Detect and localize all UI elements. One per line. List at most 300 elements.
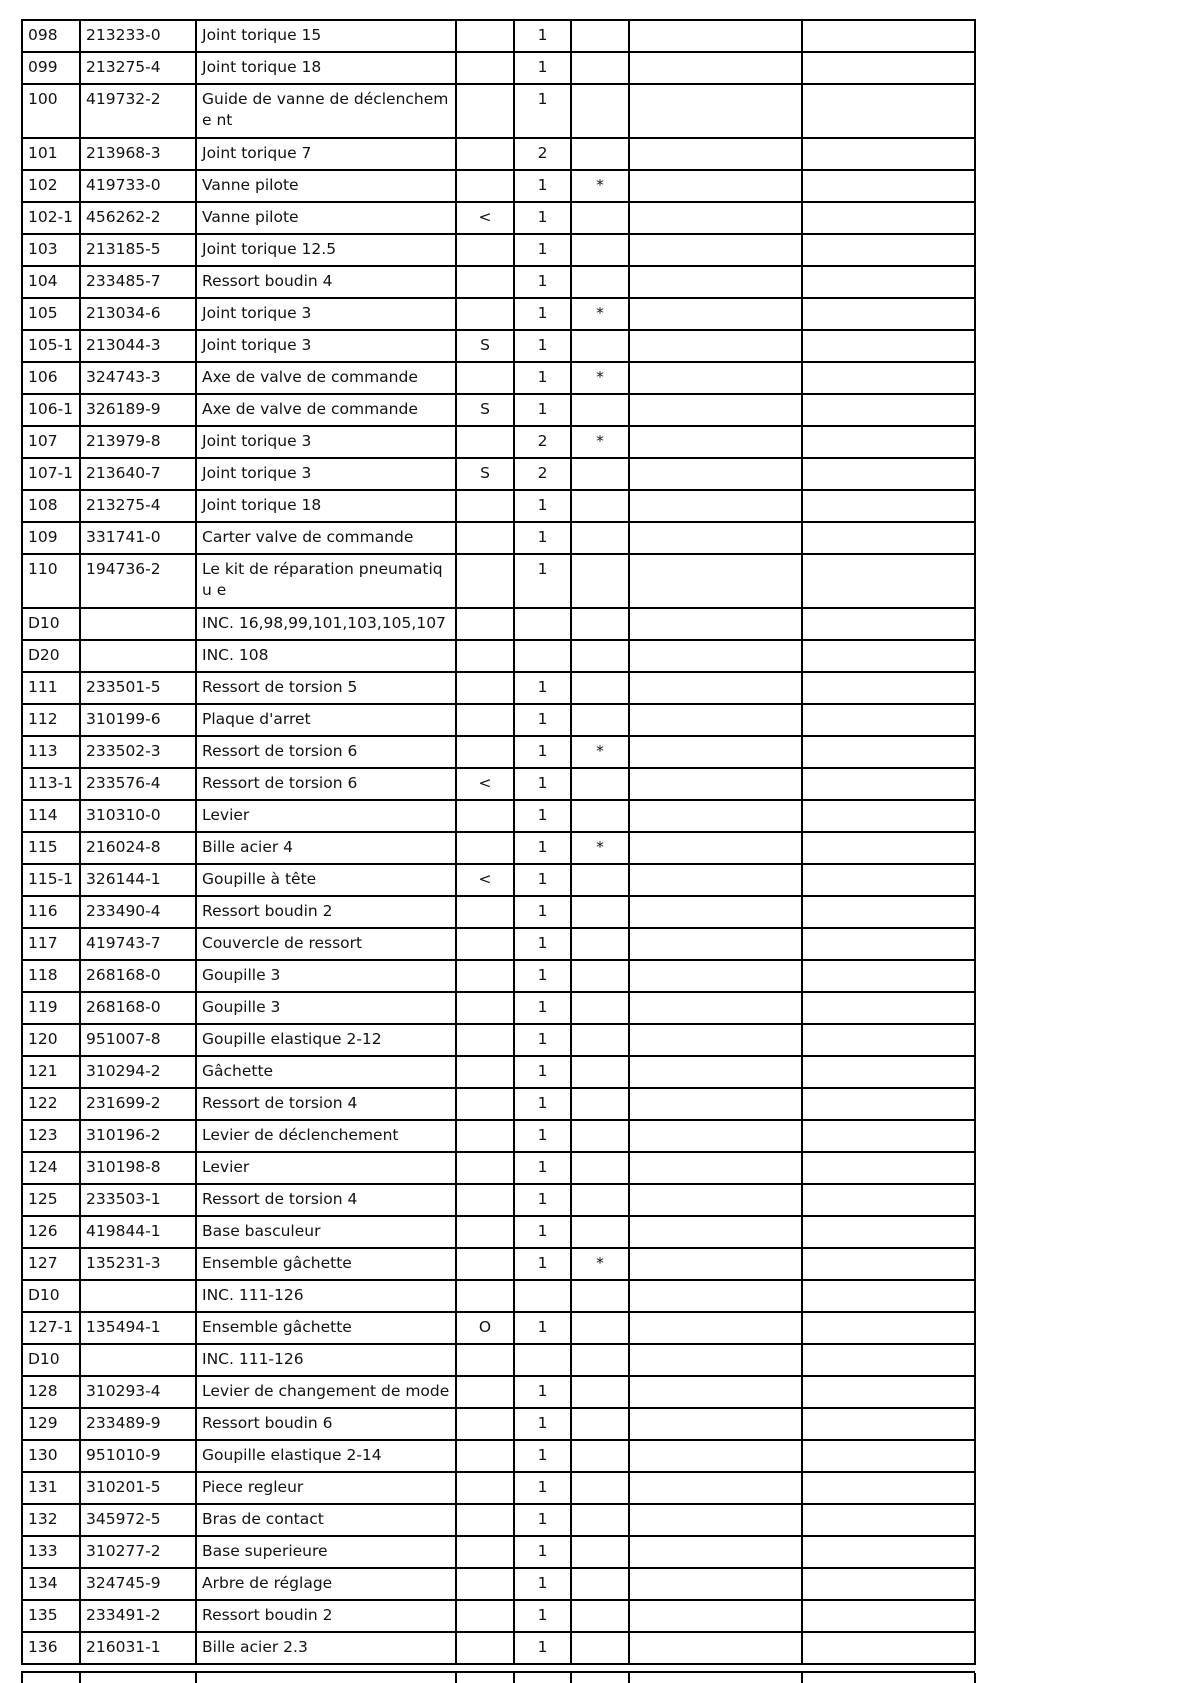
part-number-cell: 216031-1 [80,1632,196,1664]
star-cell: * [571,426,629,458]
mark-cell [456,84,514,138]
part-number-cell: 268168-0 [80,992,196,1024]
description-cell: Ensemble gâchette [196,1248,456,1280]
star-cell [571,266,629,298]
empty-cell [802,1600,975,1632]
quantity-cell [514,1280,571,1312]
mark-cell [456,960,514,992]
mark-cell [456,426,514,458]
item-number-cell: 111 [22,672,80,704]
quantity-cell: 1 [514,1120,571,1152]
star-cell: * [571,1248,629,1280]
mark-cell: < [456,768,514,800]
description-cell: Levier de changement de mode [196,1376,456,1408]
empty-cell [629,960,802,992]
empty-cell [802,20,975,52]
description-cell: Joint torique 12.5 [196,234,456,266]
part-number-cell: 233490-4 [80,896,196,928]
empty-cell [629,362,802,394]
description-cell: INC. 111-126 [196,1344,456,1376]
empty-cell [629,52,802,84]
item-number-cell: 100 [22,84,80,138]
quantity-cell: 1 [514,20,571,52]
table-row [22,1504,975,1536]
table-row [22,704,975,736]
description-cell: Ressort de torsion 4 [196,1184,456,1216]
item-number-cell: 114 [22,800,80,832]
star-cell [571,1344,629,1376]
quantity-cell: 1 [514,490,571,522]
empty-cell [802,490,975,522]
mark-cell [456,736,514,768]
star-cell [571,1152,629,1184]
quantity-cell: 1 [514,704,571,736]
item-number-cell: 131 [22,1472,80,1504]
quantity-cell: 1 [514,1152,571,1184]
mark-cell [456,640,514,672]
empty-cell [802,768,975,800]
table-row [22,640,975,672]
mark-cell: S [456,330,514,362]
empty-cell [802,640,975,672]
part-number-cell: 268168-0 [80,960,196,992]
item-number-cell: 107-1 [22,458,80,490]
empty-cell [802,394,975,426]
mark-cell [456,266,514,298]
description-cell: INC. 16,98,99,101,103,105,107 [196,608,456,640]
part-number-cell: 326189-9 [80,394,196,426]
item-number-cell: 119 [22,992,80,1024]
empty-cell [802,266,975,298]
table-row [22,138,975,170]
description-cell: Goupille elastique 2-12 [196,1024,456,1056]
item-number-cell: 112 [22,704,80,736]
description-cell: Goupille 3 [196,960,456,992]
table-row [22,522,975,554]
star-cell [571,864,629,896]
mark-cell [456,1024,514,1056]
star-cell [571,672,629,704]
item-number-cell: 122 [22,1088,80,1120]
empty-cell [629,1408,802,1440]
quantity-cell: 1 [514,52,571,84]
table-row [22,1280,975,1312]
empty-cell [802,1504,975,1536]
empty-cell [802,1184,975,1216]
item-number-cell: 113 [22,736,80,768]
table-row [22,672,975,704]
description-cell: Piece regleur [196,1472,456,1504]
empty-cell [802,1024,975,1056]
star-cell [571,458,629,490]
empty-cell [802,1248,975,1280]
mark-cell: < [456,202,514,234]
quantity-cell: 2 [514,138,571,170]
mark-cell [456,362,514,394]
empty-cell [802,928,975,960]
table-row [22,1536,975,1568]
mark-cell [456,1632,514,1664]
part-number-cell: 419743-7 [80,928,196,960]
empty-cell [802,1568,975,1600]
quantity-cell: 1 [514,1312,571,1344]
star-cell [571,1536,629,1568]
empty-cell [802,1408,975,1440]
table-row [22,84,975,138]
table-row [22,202,975,234]
quantity-cell: 1 [514,202,571,234]
table-row [22,490,975,522]
part-number-cell: 419732-2 [80,84,196,138]
star-cell [571,800,629,832]
item-number-cell: 136 [22,1632,80,1664]
item-number-cell: 134 [22,1568,80,1600]
quantity-cell: 1 [514,1472,571,1504]
description-cell: Vanne pilote [196,202,456,234]
description-cell: Base superieure [196,1536,456,1568]
description-cell: Joint torique 7 [196,138,456,170]
empty-cell [629,1504,802,1536]
part-number-cell [80,1344,196,1376]
part-number-cell: 213979-8 [80,426,196,458]
empty-cell [802,1280,975,1312]
part-number-cell: 233491-2 [80,1600,196,1632]
mark-cell [456,1056,514,1088]
star-cell [571,1600,629,1632]
parts-table [21,19,976,1665]
table-row [22,768,975,800]
mark-cell [456,1408,514,1440]
quantity-cell: 1 [514,1568,571,1600]
item-number-cell: 133 [22,1536,80,1568]
part-number-cell: 310294-2 [80,1056,196,1088]
description-cell: Arbre de réglage [196,1568,456,1600]
empty-cell [629,704,802,736]
star-cell [571,1280,629,1312]
description-cell: Ressort boudin 6 [196,1408,456,1440]
table-row [22,426,975,458]
table-row [22,1344,975,1376]
mark-cell [456,1152,514,1184]
quantity-cell: 1 [514,522,571,554]
quantity-cell: 1 [514,234,571,266]
item-number-cell: 132 [22,1504,80,1536]
part-number-cell: 233489-9 [80,1408,196,1440]
quantity-cell [514,1344,571,1376]
table-row [22,1184,975,1216]
item-number-cell: 118 [22,960,80,992]
part-number-cell: 310198-8 [80,1152,196,1184]
empty-cell [629,1376,802,1408]
table-row [22,1088,975,1120]
quantity-cell: 1 [514,1184,571,1216]
description-cell: Levier [196,800,456,832]
quantity-cell: 1 [514,800,571,832]
item-number-cell: D10 [22,1344,80,1376]
description-cell: Joint torique 3 [196,458,456,490]
empty-cell [802,202,975,234]
table-row [22,458,975,490]
part-number-cell: 231699-2 [80,1088,196,1120]
star-cell [571,704,629,736]
star-cell [571,640,629,672]
star-cell: * [571,736,629,768]
part-number-cell: 456262-2 [80,202,196,234]
part-number-cell: 310293-4 [80,1376,196,1408]
star-cell [571,490,629,522]
part-number-cell: 419733-0 [80,170,196,202]
part-number-cell: 233485-7 [80,266,196,298]
item-number-cell: 105 [22,298,80,330]
empty-cell [629,1216,802,1248]
empty-cell [629,1088,802,1120]
empty-cell [802,1216,975,1248]
quantity-cell: 1 [514,1248,571,1280]
quantity-cell: 1 [514,1440,571,1472]
description-cell: Goupille à tête [196,864,456,896]
mark-cell [456,234,514,266]
item-number-cell: 113-1 [22,768,80,800]
mark-cell [456,1568,514,1600]
empty-cell [629,736,802,768]
empty-cell [629,1536,802,1568]
star-cell [571,1440,629,1472]
description-cell: Joint torique 18 [196,490,456,522]
mark-cell [456,1376,514,1408]
table-row [22,736,975,768]
description-cell: Joint torique 3 [196,330,456,362]
table-row [22,1408,975,1440]
empty-cell [629,800,802,832]
empty-cell [629,84,802,138]
empty-cell [629,170,802,202]
empty-cell [629,298,802,330]
description-cell: Ressort de torsion 5 [196,672,456,704]
star-cell [571,52,629,84]
item-number-cell: 120 [22,1024,80,1056]
star-cell [571,202,629,234]
empty-cell [802,1088,975,1120]
quantity-cell: 1 [514,928,571,960]
description-cell: Levier de déclenchement [196,1120,456,1152]
quantity-cell: 1 [514,768,571,800]
empty-cell [629,458,802,490]
table-row [22,1216,975,1248]
part-number-cell: 951007-8 [80,1024,196,1056]
mark-cell [456,1216,514,1248]
description-cell: Joint torique 18 [196,52,456,84]
quantity-cell: 1 [514,1504,571,1536]
item-number-cell: 106 [22,362,80,394]
table-row [22,52,975,84]
mark-cell [456,1120,514,1152]
item-number-cell: 124 [22,1152,80,1184]
description-cell: Ressort boudin 2 [196,896,456,928]
empty-cell [629,426,802,458]
empty-cell [629,1632,802,1664]
part-number-cell: 324745-9 [80,1568,196,1600]
part-number-cell: 213275-4 [80,490,196,522]
part-number-cell: 213275-4 [80,52,196,84]
next-row-cutoff [21,1671,975,1683]
item-number-cell: 108 [22,490,80,522]
quantity-cell: 1 [514,672,571,704]
item-number-cell: 102-1 [22,202,80,234]
empty-cell [802,234,975,266]
empty-cell [802,554,975,608]
empty-cell [629,138,802,170]
part-number-cell: 951010-9 [80,1440,196,1472]
part-number-cell: 310199-6 [80,704,196,736]
description-cell: Ressort boudin 2 [196,1600,456,1632]
empty-cell [629,1152,802,1184]
star-cell [571,1120,629,1152]
description-cell: Gâchette [196,1056,456,1088]
empty-cell [802,992,975,1024]
description-cell: Base basculeur [196,1216,456,1248]
quantity-cell: 1 [514,1408,571,1440]
table-row [22,1152,975,1184]
empty-cell [629,928,802,960]
description-cell: Joint torique 3 [196,298,456,330]
item-number-cell: 130 [22,1440,80,1472]
star-cell [571,960,629,992]
quantity-cell: 1 [514,266,571,298]
description-cell: INC. 108 [196,640,456,672]
empty-cell [629,394,802,426]
quantity-cell: 1 [514,1088,571,1120]
empty-cell [802,1056,975,1088]
mark-cell [456,1536,514,1568]
empty-cell [802,672,975,704]
description-cell: Bille acier 4 [196,832,456,864]
item-number-cell: 109 [22,522,80,554]
table-row [22,20,975,52]
table-row [22,1632,975,1664]
empty-cell [629,20,802,52]
empty-cell [802,1376,975,1408]
description-cell: Levier [196,1152,456,1184]
table-row [22,298,975,330]
quantity-cell: 1 [514,1600,571,1632]
description-cell: Plaque d'arret [196,704,456,736]
mark-cell [456,832,514,864]
quantity-cell: 1 [514,736,571,768]
part-number-cell: 194736-2 [80,554,196,608]
empty-cell [802,1312,975,1344]
table-row [22,1056,975,1088]
mark-cell [456,1504,514,1536]
quantity-cell: 1 [514,170,571,202]
quantity-cell [514,640,571,672]
star-cell [571,1504,629,1536]
table-row [22,960,975,992]
star-cell: * [571,832,629,864]
empty-cell [802,170,975,202]
description-cell: Ressort boudin 4 [196,266,456,298]
item-number-cell: 126 [22,1216,80,1248]
quantity-cell: 1 [514,1536,571,1568]
item-number-cell: 121 [22,1056,80,1088]
table-row [22,896,975,928]
part-number-cell [80,608,196,640]
empty-cell [629,864,802,896]
item-number-cell: 116 [22,896,80,928]
empty-cell [802,896,975,928]
part-number-cell: 213044-3 [80,330,196,362]
mark-cell: S [456,394,514,426]
mark-cell [456,138,514,170]
star-cell [571,992,629,1024]
empty-cell [802,362,975,394]
part-number-cell: 213968-3 [80,138,196,170]
empty-cell [629,672,802,704]
part-number-cell: 310201-5 [80,1472,196,1504]
quantity-cell: 1 [514,1376,571,1408]
part-number-cell: 233503-1 [80,1184,196,1216]
table-row [22,992,975,1024]
part-number-cell: 233502-3 [80,736,196,768]
part-number-cell [80,1280,196,1312]
mark-cell: < [456,864,514,896]
quantity-cell: 1 [514,1056,571,1088]
quantity-cell: 2 [514,426,571,458]
part-number-cell: 213640-7 [80,458,196,490]
item-number-cell: D10 [22,608,80,640]
star-cell: * [571,170,629,202]
item-number-cell: 127 [22,1248,80,1280]
description-cell: INC. 111-126 [196,1280,456,1312]
star-cell [571,394,629,426]
empty-cell [802,52,975,84]
quantity-cell: 1 [514,960,571,992]
mark-cell [456,1088,514,1120]
quantity-cell: 1 [514,992,571,1024]
table-row [22,362,975,394]
part-number-cell: 310277-2 [80,1536,196,1568]
empty-cell [629,1248,802,1280]
empty-cell [629,234,802,266]
table-row [22,234,975,266]
table-row [22,1024,975,1056]
empty-cell [629,1472,802,1504]
star-cell [571,1216,629,1248]
description-cell: Vanne pilote [196,170,456,202]
part-number-cell: 135494-1 [80,1312,196,1344]
quantity-cell: 1 [514,298,571,330]
empty-cell [802,1344,975,1376]
description-cell: Guide de vanne de déclencheme nt [196,84,456,138]
table-row [22,170,975,202]
empty-cell [802,458,975,490]
empty-cell [802,608,975,640]
part-number-cell: 233576-4 [80,768,196,800]
description-cell: Ressort de torsion 4 [196,1088,456,1120]
empty-cell [629,330,802,362]
item-number-cell: 102 [22,170,80,202]
empty-cell [802,298,975,330]
star-cell [571,608,629,640]
quantity-cell: 1 [514,330,571,362]
empty-cell [802,1632,975,1664]
star-cell [571,522,629,554]
description-cell: Ressort de torsion 6 [196,736,456,768]
mark-cell [456,896,514,928]
quantity-cell: 1 [514,1024,571,1056]
quantity-cell: 1 [514,864,571,896]
part-number-cell: 310196-2 [80,1120,196,1152]
item-number-cell: 107 [22,426,80,458]
